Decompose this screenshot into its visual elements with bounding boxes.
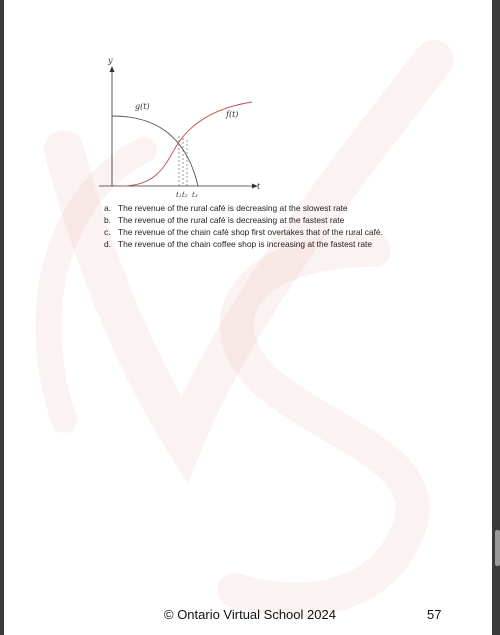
revenue-graph xyxy=(4,0,492,200)
watermark-s-stroke xyxy=(234,250,413,599)
option-letter: d. xyxy=(104,239,111,249)
option-d xyxy=(104,238,383,250)
x-axis-label: t xyxy=(257,182,261,191)
answer-options xyxy=(104,202,383,250)
option-letter: c. xyxy=(104,227,111,237)
option-a xyxy=(104,202,383,214)
curve-g-label: g(t) xyxy=(135,102,150,111)
option-letter: a. xyxy=(104,203,111,213)
y-axis-label: y xyxy=(108,56,113,65)
option-text: The revenue of the chain coffee shop is increasing at the fastest rate xyxy=(118,239,373,249)
curve-f-label: f(t) xyxy=(226,110,239,119)
scrollbar-thumb[interactable] xyxy=(495,530,500,566)
option-text: The revenue of the rural café is decreasing at the fastest rate xyxy=(118,215,345,225)
page-number: 57 xyxy=(427,607,442,622)
tick-label-t2: t₂ xyxy=(182,191,188,199)
option-b xyxy=(104,214,383,226)
tick-label-t3: t₃ xyxy=(192,191,198,199)
y-axis-arrow xyxy=(110,66,115,72)
document-page xyxy=(4,0,492,635)
option-text: The revenue of the chain café shop first overtakes that of the rural café. xyxy=(118,227,383,237)
tick-label-t1: t₁ xyxy=(176,191,182,199)
option-text: The revenue of the rural café is decreasing at the slowest rate xyxy=(118,203,348,213)
footer-copyright: © Ontario Virtual School 2024 xyxy=(164,607,336,622)
option-c xyxy=(104,226,383,238)
option-letter: b. xyxy=(104,215,111,225)
